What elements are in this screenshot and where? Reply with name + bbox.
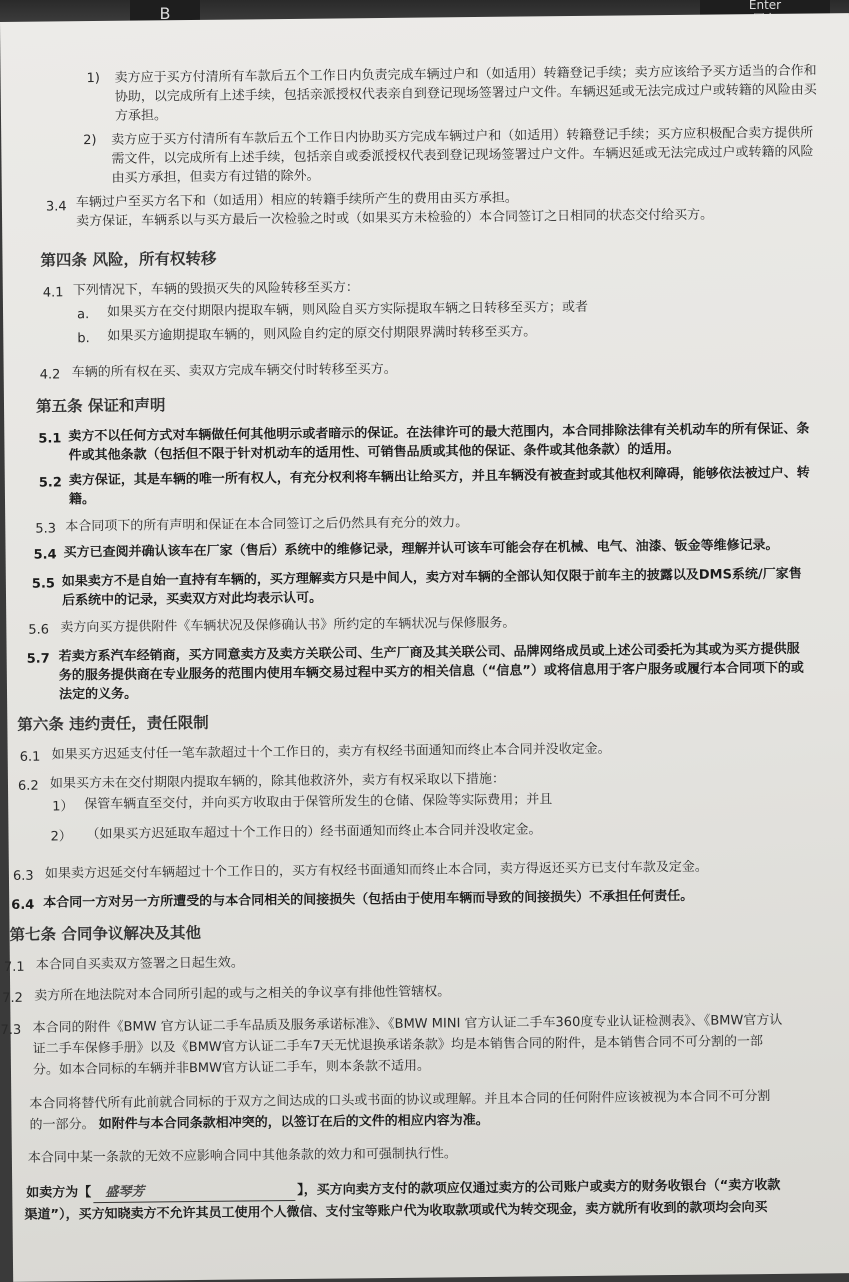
seller-suffix: 】，买方向卖方支付的款项应仅通过卖方的公司账户或卖方的财务收银台（“卖方收款 bbox=[297, 1177, 781, 1198]
clause-5-1-line: 卖方不以任何方式对车辆做任何其他明示或者暗示的保证。在法律许可的最大范围内，本合同排除法律有关机动车的所有保证、条 bbox=[68, 421, 810, 445]
clause-5-1-number: 5.1 bbox=[38, 431, 62, 447]
clause-5-7-number: 5.7 bbox=[26, 651, 50, 667]
clause-3-3-2-line: 卖方应于买方付清所有车款后五个工作日内协助买方完成车辆过户和（如适用）转籍登记手续；买方应积极配合卖方提供所 bbox=[111, 125, 814, 148]
clause-7-3-number: 7.3 bbox=[0, 1022, 22, 1039]
enter-key-label: Enter bbox=[748, 0, 782, 12]
clause-3-4-line: 卖方保证，车辆系以与买方最后一次检验之时或（如果买方未检验的）本合同签订之日相同的状态交付给买方。 bbox=[76, 207, 714, 230]
clause-5-4-text: 买方已查阅并确认该车在厂家（售后）系统中的维修记录，理解并认可该车可能会存在机械、电气、油漆、钣金等维修记录。 bbox=[63, 537, 779, 561]
clause-5-2-line: 卖方保证，其是车辆的唯一所有权人，有充分权利将车辆出让给买方，并且车辆没有被查封或其他权利障碍，能够依法被过户、转 bbox=[68, 465, 810, 489]
clause-6-2-1-number: 1） bbox=[52, 799, 74, 815]
clause-4-1-a-number: a. bbox=[76, 307, 90, 323]
clause-4-1-number: 4.1 bbox=[42, 285, 64, 301]
clause-3-4-line: 车辆过户至买方名下和（如适用）相应的转籍手续所产生的费用由买方承担。 bbox=[75, 190, 518, 211]
paragraph-replace-text: 的一部分。 bbox=[29, 1117, 95, 1133]
clause-6-3-text: 如果卖方迟延交付车辆超过十个工作日的，买方有权经书面通知而终止本合同，卖方得返还买方已支付车款及定金。 bbox=[44, 859, 708, 882]
paragraph-seller-line-2: 渠道”），买方知晓卖方不允许其员工使用个人微信、支付宝等账户代为收取款项或代为转交现金，卖方就所有收到的款项均会向买 bbox=[24, 1200, 768, 1223]
clause-3-3-1-line: 卖方应于买方付清所有车款后五个工作日内负责完成车辆过户和（如适用）转籍登记手续；卖方应该给予买方适当的合作和 bbox=[114, 63, 817, 86]
seller-name-field: 盛琴芳 bbox=[93, 1181, 295, 1203]
clause-7-1-text: 本合同自买卖双方签署之日起生效。 bbox=[35, 955, 244, 973]
article-5-title: 第五条 保证和声明 bbox=[35, 396, 166, 416]
clause-6-4-number: 6.4 bbox=[11, 897, 35, 913]
clause-6-1-text: 如果买方迟延支付任一笔车款超过十个工作日的，卖方有权经书面通知而终止本合同并没收定金。 bbox=[51, 741, 611, 763]
clause-4-2-text: 车辆的所有权在买、卖双方完成车辆交付时转移至买方。 bbox=[71, 361, 397, 381]
clause-5-7-line: 若卖方系汽车经销商，买方同意卖方及卖方关联公司、生产厂商及其关联公司、品牌网络成员或上述公司委托为其或为买方提供服 bbox=[58, 641, 800, 665]
clause-5-7-line: 务的服务提供商在专业服务的范围内使用车辆交易过程中买方的相关信息（“信息”）或将信息用于客户服务或履行本合同项下的或 bbox=[58, 660, 804, 684]
clause-6-2-text: 如果买方未在交付期限内提取车辆的，除其他救济外，卖方有权采取以下措施： bbox=[49, 771, 506, 792]
clause-6-3-number: 6.3 bbox=[12, 868, 34, 884]
clause-4-1-b-text: 如果买方逾期提取车辆的，则风险自约定的原交付期限界满时转移至买方。 bbox=[107, 324, 537, 344]
clause-5-3-text: 本合同项下的所有声明和保证在本合同签订之后仍然具有充分的效力。 bbox=[65, 515, 469, 535]
keyboard-key-b: B bbox=[130, 0, 200, 28]
clause-5-6-text: 卖方向买方提供附件《车辆状况及保修确认书》所约定的车辆状况与保修服务。 bbox=[60, 615, 516, 636]
clause-6-2-number: 6.2 bbox=[17, 778, 39, 794]
paragraph-invalid-clause: 本合同中某一条款的无效不应影响合同中其他条款的效力和可强制执行性。 bbox=[27, 1146, 457, 1166]
clause-6-2-2-number: 2） bbox=[50, 829, 72, 845]
clause-3-3-1-line: 方承担。 bbox=[114, 108, 168, 124]
clause-7-3-line: 本合同的附件《BMW 官方认证二手车品质及服务承诺标准》、《BMW MINI 官方认证二手车360度专业认证检测表》、《BMW官方认 bbox=[32, 1012, 783, 1036]
clause-4-2-number: 4.2 bbox=[39, 367, 61, 383]
clause-5-6-number: 5.6 bbox=[28, 622, 50, 638]
clause-4-1-a-text: 如果买方在交付期限内提取车辆，则风险自买方实际提取车辆之日转移至买方；或者 bbox=[106, 299, 589, 320]
paragraph-replace-bold: 如附件与本合同条款相冲突的，以签订在后的文件的相应内容为准。 bbox=[98, 1112, 489, 1133]
clause-4-1-text: 下列情况下，车辆的毁损灭失的风险转移至买方： bbox=[72, 280, 359, 299]
clause-6-2-2-text: （如果买方迟延取车超过十个工作日的）经书面通知而终止本合同并没收定金。 bbox=[86, 822, 542, 843]
clause-3-4-number: 3.4 bbox=[45, 199, 67, 215]
article-4-title: 第四条 风险，所有权转移 bbox=[40, 249, 217, 270]
clause-5-1-line: 件或其他条款（包括但不限于针对机动车的适用性、可销售品质或其他的保证、条件或其他条款）的适用。 bbox=[68, 441, 680, 464]
clause-5-7-line: 法定的义务。 bbox=[58, 686, 138, 703]
clause-6-1-number: 6.1 bbox=[19, 749, 41, 765]
clause-7-3-line: 证二手车保修手册》以及《BMW官方认证二手车7天无忧退换承诺条款》均是本销售合同的附件，是本销售合同不可分割的一部 bbox=[32, 1034, 764, 1057]
contract-page bbox=[0, 13, 849, 1282]
clause-5-5-number: 5.5 bbox=[31, 576, 55, 592]
article-6-title: 第六条 违约责任，责任限制 bbox=[17, 713, 209, 734]
clause-3-3-1-line: 协助，以完成所有上述手续，包括亲派授权代表亲自到登记现场签署过户文件。车辆迟延或无法完成过户或转籍的风险由买 bbox=[114, 82, 817, 105]
clause-6-2-1-text: 保管车辆直至交付，并向买方收取由于保管所发生的仓储、保险等实际费用；并且 bbox=[84, 792, 553, 813]
clause-5-2-number: 5.2 bbox=[38, 475, 62, 491]
clause-7-2-text: 卖方所在地法院对本合同所引起的或与之相关的争议享有排他性管辖权。 bbox=[34, 984, 451, 1004]
seller-prefix: 如卖方为【 bbox=[26, 1185, 92, 1201]
clause-4-1-b-number: b. bbox=[77, 331, 90, 347]
clause-7-1-number: 7.1 bbox=[3, 959, 25, 976]
clause-5-5-line: 如果卖方不是自始一直持有车辆的，买方理解卖方只是中间人，卖方对车辆的全部认知仅限于前车主的披露以及DMS系统/厂家售 bbox=[61, 566, 802, 590]
clause-3-3-2-line: 需文件，以完成所有上述手续，包括亲自或委派授权代表到登记现场签署过户文件。车辆迟延或无法完成过户或转籍的风险 bbox=[111, 144, 814, 167]
article-7-title: 第七条 合同争议解决及其他 bbox=[9, 923, 202, 944]
clause-3-3-2-line: 由买方承担，但卖方有过错的除外。 bbox=[111, 168, 320, 186]
clause-5-2-line: 籍。 bbox=[68, 492, 96, 508]
clause-7-3-line: 分。如本合同标的车辆并非BMW官方认证二手车，则本条款不适用。 bbox=[32, 1058, 431, 1078]
clause-6-4-text: 本合同一方对另一方所遭受的与本合同相关的间接损失（包括由于使用车辆而导致的间接损失）不承担任何责任。 bbox=[43, 888, 694, 911]
clause-3-3-1-number: 1) bbox=[86, 70, 101, 87]
clause-5-5-line: 后系统中的记录，买卖双方对此均表示认可。 bbox=[61, 590, 323, 609]
clause-3-3-2-number: 2) bbox=[83, 132, 97, 149]
clause-7-2-number: 7.2 bbox=[2, 990, 23, 1007]
paragraph-replace-line-2 bbox=[29, 1111, 488, 1135]
paragraph-replace-line: 本合同将替代所有此前就合同标的于双方之间达成的口头或书面的协议或理解。并且本合同的任何附件应该被视为本合同不可分割 bbox=[29, 1088, 771, 1112]
clause-5-3-number: 5.3 bbox=[35, 521, 57, 537]
clause-5-4-number: 5.4 bbox=[33, 547, 57, 563]
